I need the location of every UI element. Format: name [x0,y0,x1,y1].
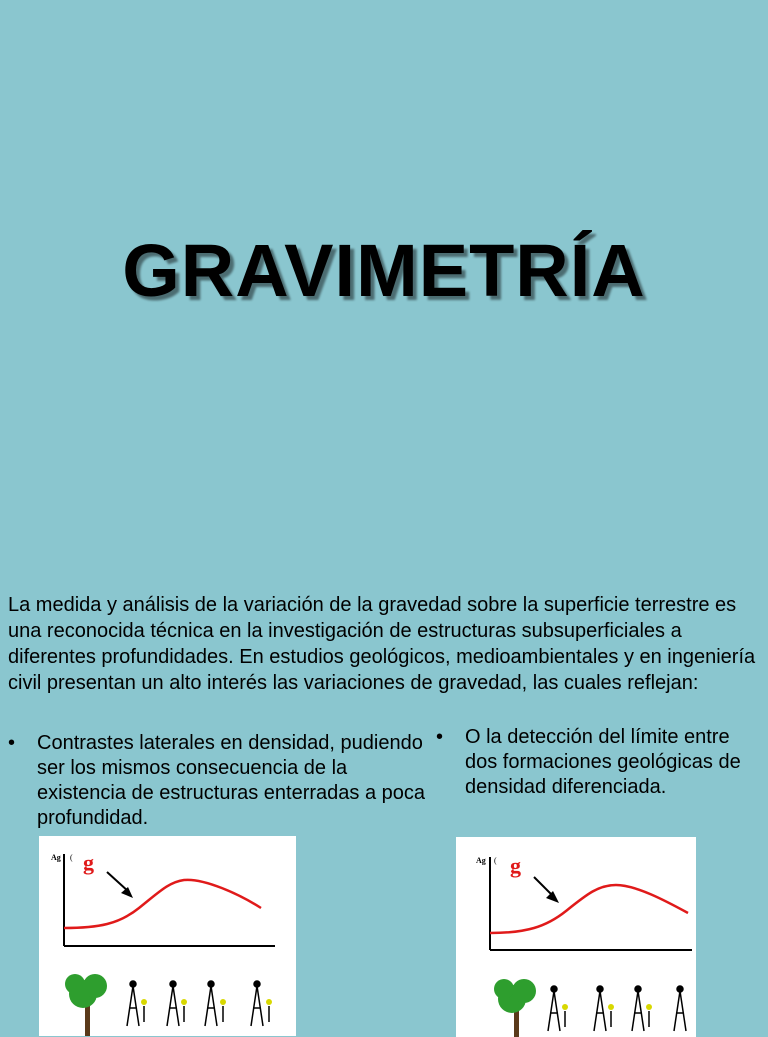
axis-label-paren: ( [70,853,73,862]
survey-station-icon [167,981,179,1026]
gravity-anomaly-curve [64,880,261,928]
survey-station-icon [251,981,263,1026]
g-symbol: g [510,853,521,878]
gravity-anomaly-diagram [39,836,296,1036]
bullet-marker: • [436,726,444,748]
gravity-anomaly-curve [490,885,688,933]
intro-paragraph: La medida y análisis de la variación de la gravedad sobre la superficie terrestre es una reconocida técnica en la investigación de estructuras subsuperficiales a diferentes profundidades. En estudios geológicos, medioambientales y en ingeniería civil presentan un alto interés las variaciones de gravedad, las cuales reflejan: [8,594,756,694]
bullet-item-lateral-contrasts [8,731,428,831]
survey-station-icon [594,986,606,1031]
survey-station-icon [548,986,560,1031]
survey-station-icon [632,986,644,1031]
axis-label-ag: Ag [51,853,61,862]
g-symbol: g [83,850,94,875]
gravity-anomaly-figure-right [456,837,696,1037]
tree-icon [494,979,536,1037]
axis-label-paren: ( [494,856,497,865]
survey-station-icon [674,986,686,1031]
survey-station-icon [205,981,217,1026]
arrow-head [121,887,133,898]
survey-station-icon [127,981,139,1026]
bullet-text: O la detección del límite entre dos formaciones geológicas de densidad diferenciada. [465,726,741,798]
gravity-anomaly-figure-left [39,836,296,1036]
arrow-head [546,891,559,903]
bullet-marker: • [8,732,16,754]
tree-icon [65,974,107,1036]
bullet-text: Contrastes laterales en densidad, pudiendo ser los mismos consecuencia de la existencia de estructuras enterradas a poca profundidad. [37,732,425,829]
gravity-anomaly-diagram [456,837,696,1037]
bullet-item-boundary-detection [436,725,766,800]
slide-title: GRAVIMETRÍA [122,229,646,312]
axis-label-ag: Ag [476,856,486,865]
